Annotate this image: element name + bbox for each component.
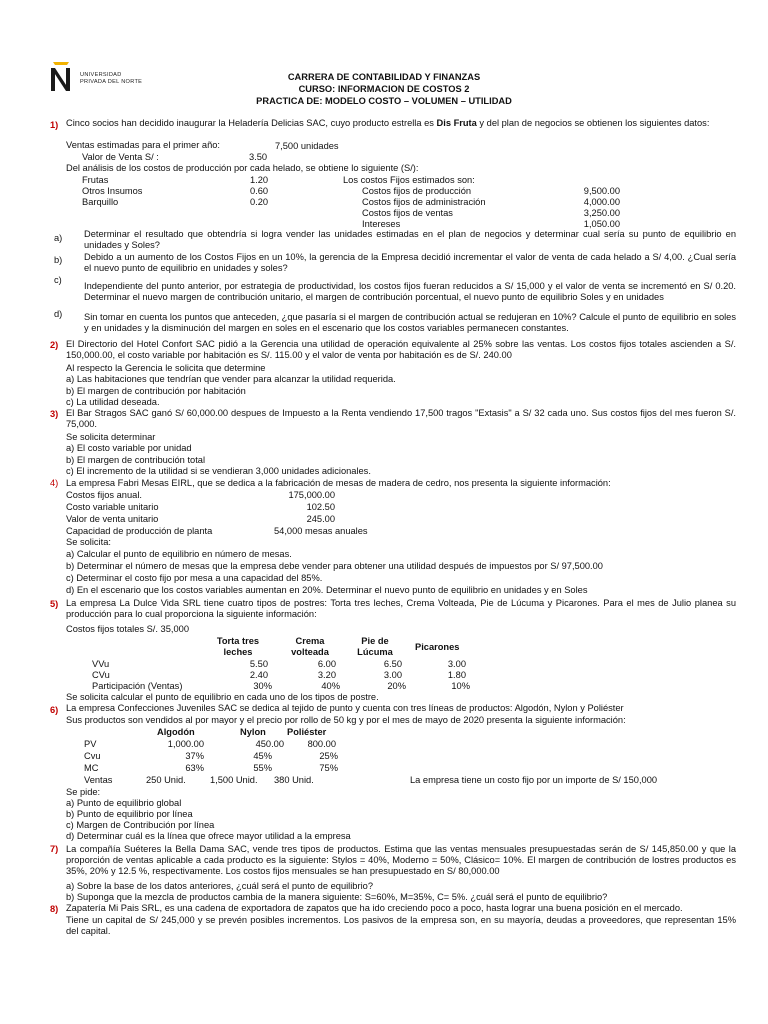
q4-row-value: 54,000 mesas anuales — [274, 526, 368, 536]
q1-ventas-label: Ventas estimadas para el primer año: — [66, 140, 220, 150]
q5-cell: 3.00 — [383, 670, 402, 680]
q5-row-label: VVu — [92, 659, 110, 669]
q4-row-value: 245.00 — [306, 514, 335, 524]
q6-row-label: Ventas — [84, 775, 113, 785]
q1-c-text: Independiente del punto anterior, por estrategia de productividad, los costos fijos fueran reducidos a S/ 15,000 y el valor de venta se incrementó en S/ 0.20. Determinar el nuevo margen de contribución unitario, el margen de contribución porcentual, el nuevo punto de equilibrio Soles y en unidades — [84, 281, 736, 302]
q3-item: c) El incremento de la utilidad si se vendieran 3,000 unidades adicionales. — [66, 466, 371, 476]
q1-valor-label: Valor de Venta S/ : — [82, 152, 159, 162]
q1-valor-value: 3.50 — [249, 152, 268, 162]
q5-row-label: CVu — [92, 670, 110, 680]
q1-fijo-value: 1,050.00 — [583, 219, 620, 229]
q6-row-label: Cvu — [84, 751, 101, 761]
q4-row-value: 102.50 — [306, 502, 335, 512]
q6-item: b) Punto de equilibrio por línea — [66, 809, 193, 819]
q1-fijo-label: Intereses — [362, 219, 401, 229]
q6-text1: La empresa Confecciones Juveniles SAC se dedica al tejido de punto y cuenta con tres líneas de productos: Algodón, Nylon y Poliéster — [66, 703, 624, 713]
q2-item: c) La utilidad deseada. — [66, 397, 160, 407]
q3-number: 3) — [50, 409, 59, 419]
q6-col-header: Algodón — [157, 727, 195, 737]
q1-fijo-label: Costos fijos de administración — [362, 197, 486, 207]
q5-cell: 20% — [387, 681, 406, 691]
q1-var-label: Otros Insumos — [82, 186, 143, 196]
q5-cell: 1.80 — [447, 670, 466, 680]
q6-cell: 250 Unid. — [146, 775, 186, 785]
q1-a-text: Determinar el resultado que obtendría si logra vender las unidades estimadas en el plan de negocios y determinar cual sería su punto de equilibrio en unidades y Soles? — [84, 229, 736, 250]
q7-item: a) Sobre la base de los datos anteriores, ¿cuál será el punto de equilibrio? — [66, 881, 373, 891]
q8-number: 8) — [50, 904, 59, 914]
q4-item: c) Determinar el costo fijo por mesa a una capacidad del 85%. — [66, 573, 323, 583]
q4-row-label: Valor de venta unitario — [66, 514, 159, 524]
q6-cell: 75% — [319, 763, 338, 773]
q2-item: a) Las habitaciones que tendrían que vender para alcanzar la utilidad requerida. — [66, 374, 396, 384]
q6-cell: 37% — [185, 751, 204, 761]
q1-fijo-label: Costos fijos de producción — [362, 186, 472, 196]
q2-text: El Directorio del Hotel Confort SAC pidió a la Gerencia una utilidad de operación equivalente al 25% sobre las ventas. Los costos fijos totales ascienden a S/. 150,000.00, el costo variable por habitación es S/. 115.00 y el valor de venta por habitación es de S/. 240.00 — [66, 339, 736, 360]
q5-col-header: Crema volteada — [291, 636, 329, 657]
q1-fijo-value: 9,500.00 — [583, 186, 620, 196]
q5-number: 5) — [50, 599, 59, 609]
q5-cell: 6.00 — [317, 659, 336, 669]
university-name: UNIVERSIDAD PRIVADA DEL NORTE — [80, 72, 143, 85]
q5-cell: 6.50 — [383, 659, 402, 669]
q5-cell: 30% — [253, 681, 272, 691]
q2-item: b) El margen de contribución por habitación — [66, 386, 246, 396]
q6-number: 6) — [50, 705, 59, 715]
q3-item: a) El costo variable por unidad — [66, 443, 192, 453]
q3-pide: Se solicita determinar — [66, 432, 156, 442]
q6-cell: 63% — [185, 763, 204, 773]
q5-text: La empresa La Dulce Vida SRL tiene cuatro tipos de postres: Torta tres leches, Crema Volteada, Pie de Lúcuma y Picarones. Para el mes de Julio planea su producción para lo cual proporciona la siguiente información: — [66, 598, 736, 619]
q1-fijo-label: Costos fijos de ventas — [362, 208, 453, 218]
q4-item: a) Calcular el punto de equilibrio en número de mesas. — [66, 549, 292, 559]
q1-fijo-value: 4,000.00 — [583, 197, 620, 207]
q1-fijos-title: Los costos Fijos estimados son: — [343, 175, 475, 185]
q6-text2: Sus productos son vendidos al por mayor y el precio por rollo de 50 kg y por el mes de mayo de 2020 presenta la siguiente información: — [66, 715, 626, 725]
q5-cell: 5.50 — [249, 659, 268, 669]
q3-item: b) El margen de contribución total — [66, 455, 206, 465]
q1-var-value: 1.20 — [250, 175, 269, 185]
q1-b-marker: b) — [54, 255, 63, 265]
q1-d-marker: d) — [54, 309, 63, 319]
career-title: CARRERA DE CONTABILIDAD Y FINANZAS — [287, 72, 481, 82]
q5-col-header: Pie de Lúcuma — [357, 636, 393, 657]
q5-cell: 40% — [321, 681, 340, 691]
q6-row-label: PV — [84, 739, 97, 749]
q6-note: La empresa tiene un costo fijo por un importe de S/ 150,000 — [410, 775, 658, 785]
q4-item: d) En el escenario que los costos variables aumentan en 20%. Determinar el nuevo punto de equilibrio en unidades y en Soles — [66, 585, 588, 595]
q6-row-label: MC — [84, 763, 99, 773]
q6-item: d) Determinar cuál es la línea que ofrece mayor utilidad a la empresa — [66, 831, 351, 841]
q4-number: 4) — [50, 478, 59, 488]
q4-item: b) Determinar el número de mesas que la empresa debe vender para obtener una utilidad después de impuestos por S/ 97,500.00 — [66, 561, 603, 571]
q8-text2: Tiene un capital de S/ 245,000 y se prevén posibles incrementos. Los pasivos de la empresa son, en su mayoría, deudas a proveedores, que representan 15% del capital. — [66, 915, 736, 936]
q1-var-value: 0.60 — [250, 186, 269, 196]
q5-cell: 3.00 — [447, 659, 466, 669]
q6-item: c) Margen de Contribución por línea — [66, 820, 215, 830]
q5-pide: Se solicita calcular el punto de equilibrio en cada uno de los tipos de postre. — [66, 692, 379, 702]
q6-cell: 450.00 — [255, 739, 284, 749]
q5-cell: 10% — [451, 681, 470, 691]
practice-title: PRACTICA DE: MODELO COSTO – VOLUMEN – UTILIDAD — [256, 96, 512, 106]
course-title: CURSO: INFORMACION DE COSTOS 2 — [298, 84, 470, 94]
q6-cell: 800.00 — [307, 739, 336, 749]
q4-row-label: Costos fijos anual. — [66, 490, 142, 500]
q1-fijo-value: 3,250.00 — [583, 208, 620, 218]
q2-number: 2) — [50, 340, 59, 350]
q4-pide: Se solicita: — [66, 537, 111, 547]
q4-row-label: Capacidad de producción de planta — [66, 526, 213, 536]
q1-b-text: Debido a un aumento de los Costos Fijos en un 10%, la gerencia de la Empresa decidió incrementar el valor de venta de cada helado a S/ 4,00. ¿Cual sería el nuevo punto de equilibrio en unidades y soles? — [84, 252, 736, 273]
q6-cell: 55% — [253, 763, 272, 773]
q1-var-label: Barquillo — [82, 197, 119, 207]
q6-cell: 1,500 Unid. — [210, 775, 258, 785]
q5-cell: 3.20 — [317, 670, 336, 680]
q1-ventas-value: 7,500 unidades — [275, 141, 339, 151]
q1-a-marker: a) — [54, 233, 63, 243]
q6-item: a) Punto de equilibrio global — [66, 798, 182, 808]
q1-c-marker: c) — [54, 275, 62, 285]
q6-cell: 25% — [319, 751, 338, 761]
q5-col-header: Picarones — [415, 642, 460, 652]
q7-number: 7) — [50, 844, 59, 854]
q1-number: 1) — [50, 120, 59, 130]
q4-row-value: 175,000.00 — [288, 490, 335, 500]
q6-pide: Se pide: — [66, 787, 101, 797]
q6-col-header: Nylon — [240, 727, 266, 737]
q6-cell: 45% — [253, 751, 272, 761]
q4-row-label: Costo variable unitario — [66, 502, 159, 512]
q5-fijos: Costos fijos totales S/. 35,000 — [66, 624, 189, 634]
q4-text: La empresa Fabri Mesas EIRL, que se dedica a la fabricación de mesas de madera de cedro, nos presenta la siguiente información: — [66, 478, 611, 488]
q5-cell: 2.40 — [249, 670, 268, 680]
q3-text: El Bar Stragos SAC ganó S/ 60,000.00 despues de Impuesto a la Renta vendiendo 17,500 tragos "Extasis" a S/ 32 cada uno. Sus costos fijos del mes fueron S/. 75,000. — [66, 408, 736, 429]
q5-row-label: Participación (Ventas) — [92, 681, 183, 691]
q1-d-text: Sin tomar en cuenta los puntos que anteceden, ¿que pasaría si el margen de contribución actual se redujeran en 10%? Calcule el punto de equilibrio en soles y en unidades y la disminución del margen en soles en el escenario que los costos variables permanecen constantes. — [84, 312, 736, 333]
q1-intro: Cinco socios han decidido inaugurar la Heladería Delicias SAC, cuyo producto estrella es Dis Fruta y del plan de negocios se obtienen los siguientes datos: — [66, 118, 710, 128]
q6-cell: 1,000.00 — [167, 739, 204, 749]
q7-text: La compañía Suéteres la Bella Dama SAC, vende tres tipos de productos. Estima que las ventas mensuales presupuestadas serán de S/ 145,850.00 y que la proporción de ventas aplicable a cada producto es la siguiente: Stylos = 40%, Moderno = 50%, Clásico= 10%. El margen de contribución de lostres productos es 35%, 20% y 12.5 %, respectivamente. Los costos fijos mensuales se han presupuestado en S/ 80,000.00 — [66, 844, 736, 876]
q8-text1: Zapatería Mi Pais SRL, es una cadena de exportadora de zapatos que ha ido creciendo poco a poco, hasta lograr una buena posición en el mercado. — [66, 903, 683, 913]
q1-var-value: 0.20 — [250, 197, 269, 207]
q6-cell: 380 Unid. — [274, 775, 314, 785]
q6-col-header: Poliéster — [287, 727, 327, 737]
q2-pide: Al respecto la Gerencia le solicita que determine — [66, 363, 266, 373]
q1-var-label: Frutas — [82, 175, 109, 185]
q1-analisis: Del análisis de los costos de producción por cada helado, se obtiene lo siguiente (S/): — [66, 163, 419, 173]
q5-col-header: Torta tres leches — [216, 636, 260, 657]
q7-item: b) Suponga que la mezcla de productos cambia de la manera siguiente: S=60%, M=35%, C= 5%. ¿cuál será el punto de equilibrio? — [66, 892, 608, 902]
